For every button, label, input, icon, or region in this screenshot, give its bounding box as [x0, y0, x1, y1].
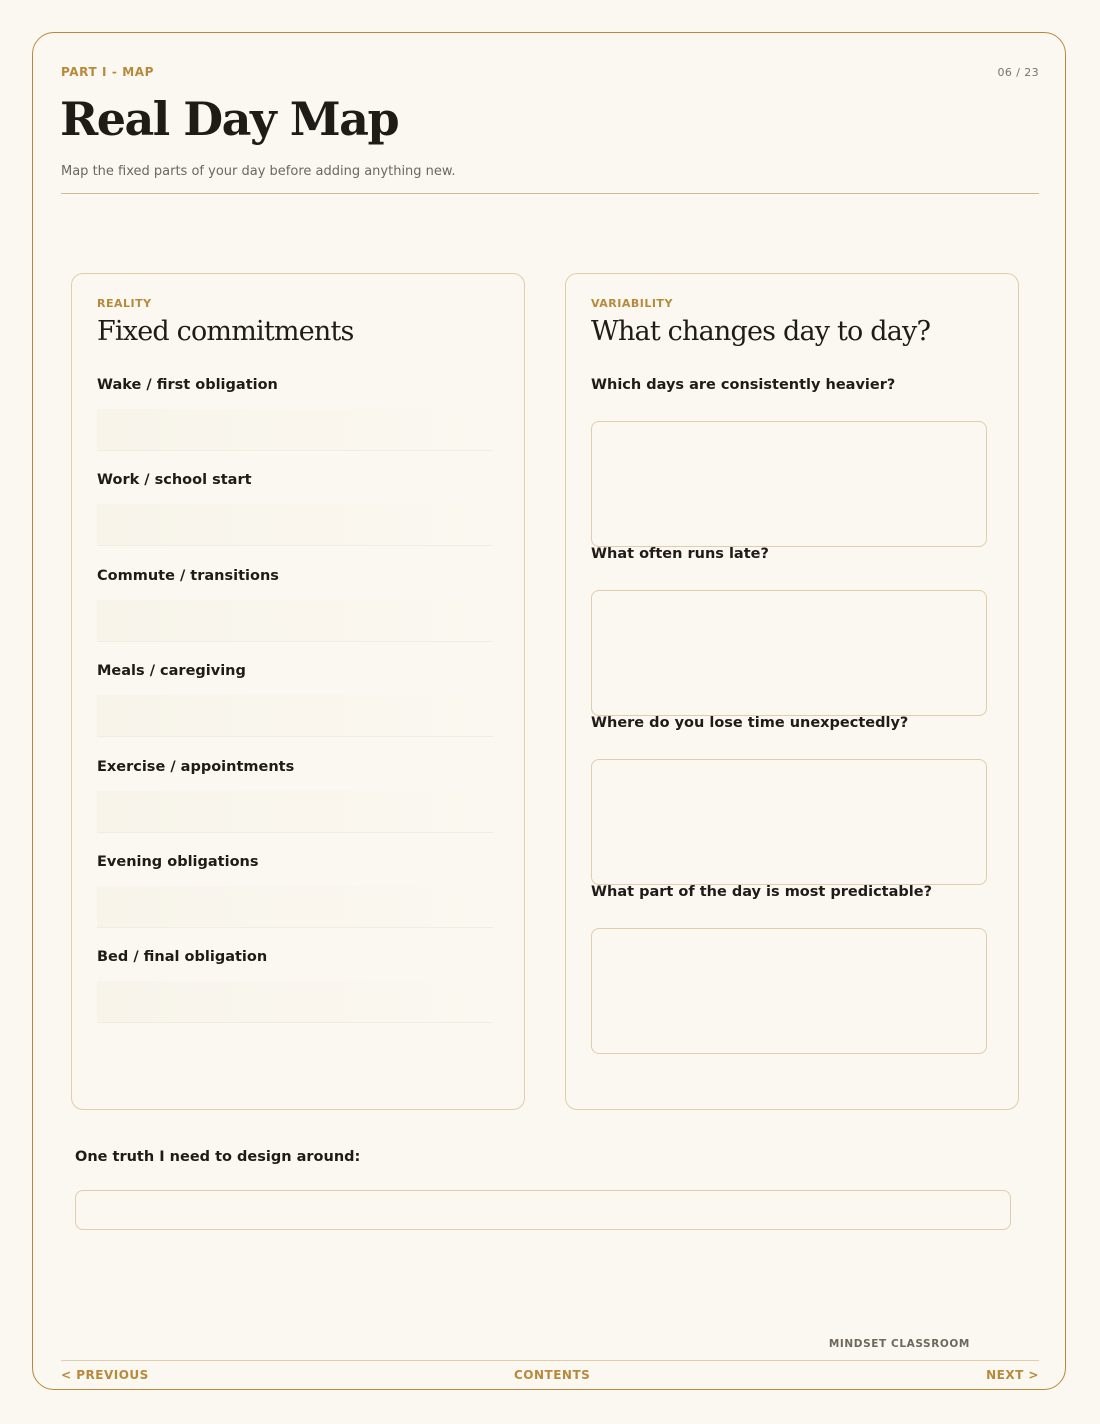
question-label: Which days are consistently heavier?: [591, 377, 896, 393]
card-eyebrow: VARIABILITY: [591, 297, 673, 310]
field-label: Bed / final obligation: [97, 949, 268, 965]
heavier-days-field[interactable]: [591, 421, 987, 547]
page-number: 06 / 23: [997, 66, 1039, 79]
section-label: PART I - MAP: [61, 65, 155, 79]
field-label: Exercise / appointments: [97, 759, 295, 775]
evening-field[interactable]: [97, 886, 493, 928]
page-subtitle: Map the fixed parts of your day before adding anything new.: [61, 164, 456, 179]
field-label: Evening obligations: [97, 854, 259, 870]
card-eyebrow: REALITY: [97, 297, 152, 310]
page-title: Real Day Map: [60, 92, 399, 146]
question-label: Where do you lose time unexpectedly?: [591, 715, 909, 731]
lose-time-field[interactable]: [591, 759, 987, 885]
field-label: Work / school start: [97, 472, 252, 488]
predictable-field[interactable]: [591, 928, 987, 1054]
runs-late-field[interactable]: [591, 590, 987, 716]
bed-field[interactable]: [97, 981, 493, 1023]
card-heading: Fixed commitments: [97, 316, 354, 347]
truth-field[interactable]: [75, 1190, 1011, 1230]
field-label: Wake / first obligation: [97, 377, 278, 393]
commute-field[interactable]: [97, 600, 493, 642]
next-link[interactable]: NEXT >: [986, 1368, 1039, 1382]
question-label: What part of the day is most predictable?: [591, 884, 932, 900]
variability-card: [565, 273, 1019, 1110]
truth-label: One truth I need to design around:: [75, 1149, 361, 1165]
exercise-field[interactable]: [97, 791, 493, 833]
meals-field[interactable]: [97, 695, 493, 737]
field-label: Commute / transitions: [97, 568, 279, 584]
previous-link[interactable]: < PREVIOUS: [61, 1368, 149, 1382]
work-start-field[interactable]: [97, 504, 493, 546]
card-heading: What changes day to day?: [591, 316, 931, 347]
footer-divider: [61, 1360, 1039, 1361]
question-label: What often runs late?: [591, 546, 769, 562]
brand-name: MINDSET CLASSROOM: [828, 1338, 970, 1350]
contents-link[interactable]: CONTENTS: [514, 1368, 591, 1382]
wake-field[interactable]: [97, 409, 493, 451]
fixed-commitments-card: [71, 273, 525, 1110]
header-divider: [61, 193, 1039, 194]
field-label: Meals / caregiving: [97, 663, 246, 679]
